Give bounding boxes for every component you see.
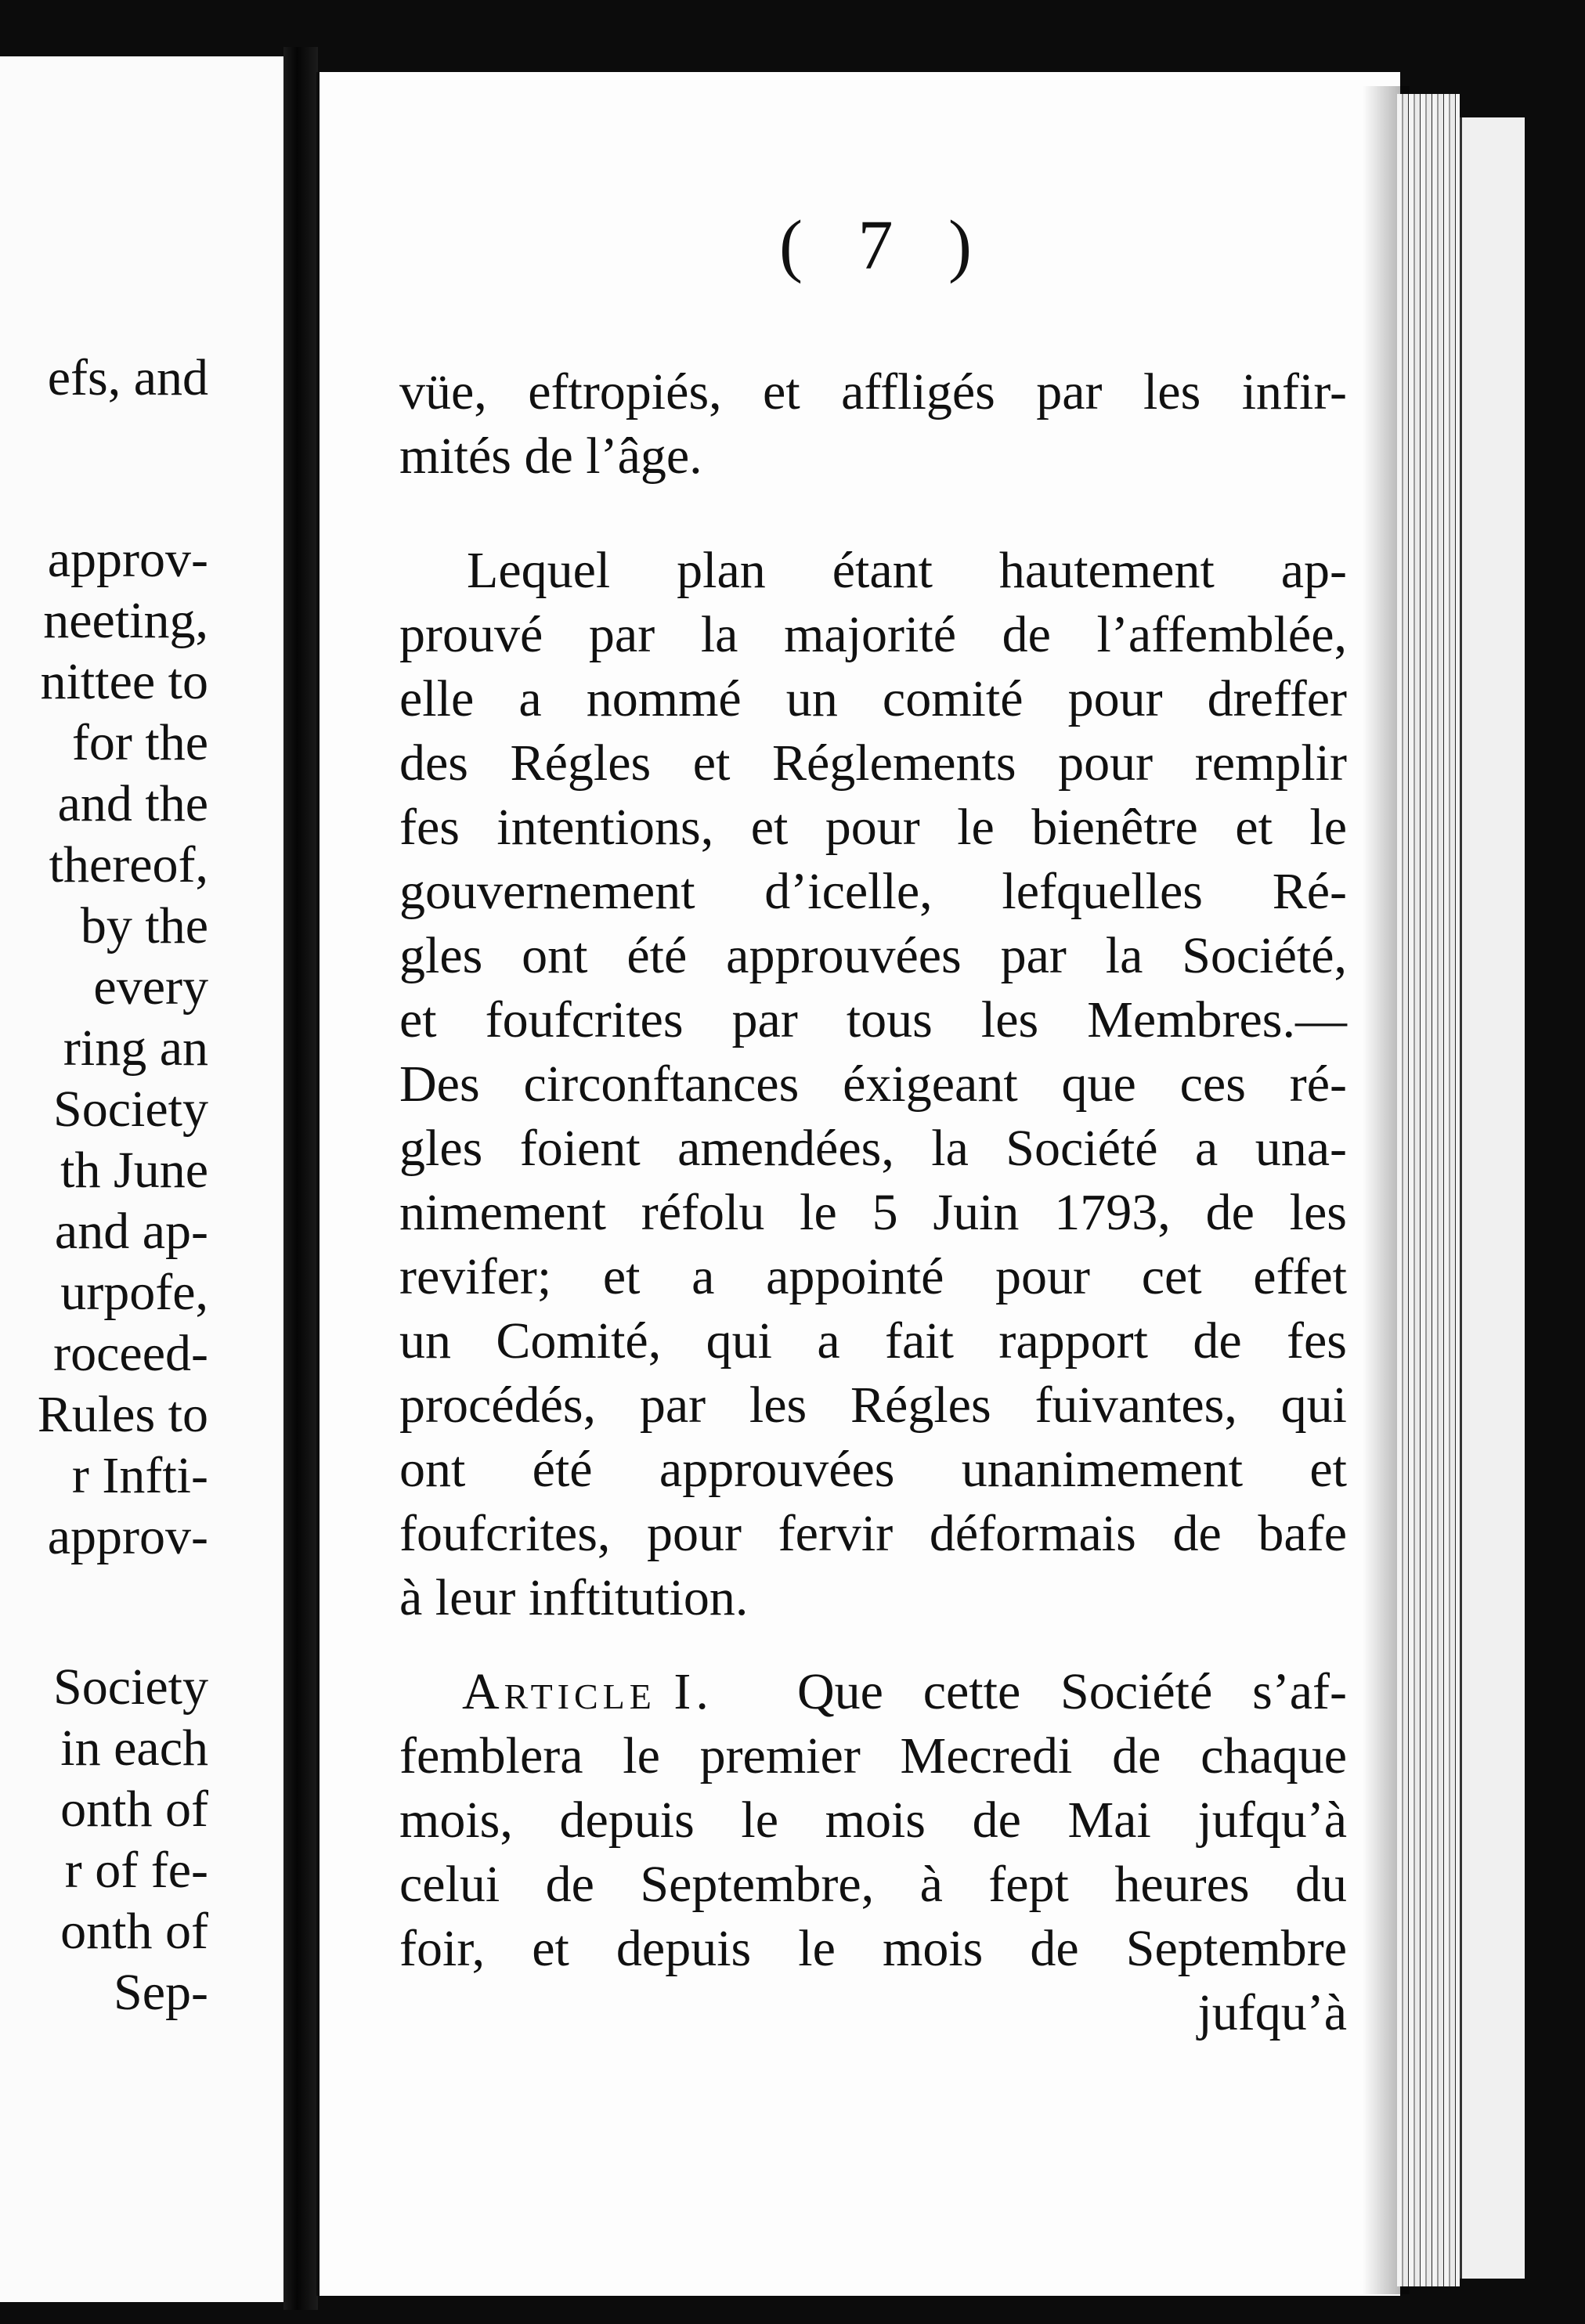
left-line: and ap- <box>54 1203 208 1260</box>
catchword: jufqu’à <box>1197 1984 1347 2041</box>
text-line: prouvé par la majorité de l’affemblée, <box>399 606 1347 663</box>
page-number: ( 7 ) <box>779 207 991 284</box>
left-line: th June <box>60 1142 208 1199</box>
left-line: and the <box>57 775 208 832</box>
text-line: un Comité, qui a fait rapport de fes <box>399 1312 1347 1370</box>
text-line: gouvernement d’icelle, lefquelles Ré- <box>399 863 1347 920</box>
left-line: roceed- <box>53 1325 208 1382</box>
text-line: Des circonftances éxigeant que ces ré- <box>399 1056 1347 1113</box>
back-cover <box>1460 117 1525 2279</box>
text-line: foir, et depuis le mois de Septembre <box>399 1920 1347 1977</box>
left-line: thereof, <box>49 836 208 893</box>
left-line: r Infti- <box>71 1447 208 1504</box>
left-line: urpofe, <box>60 1264 208 1321</box>
left-line: every <box>93 958 208 1016</box>
left-line: in each <box>60 1720 208 1777</box>
text-line: elle a nommé un comité pour dreffer <box>399 670 1347 727</box>
left-line: onth of <box>60 1903 208 1960</box>
article-heading: Article I. <box>462 1663 713 1720</box>
text-line: revifer; et a appointé pour cet effet <box>399 1248 1347 1305</box>
left-line: Society <box>53 1658 208 1716</box>
book-gutter <box>283 47 318 2310</box>
left-line: ring an <box>63 1019 208 1077</box>
left-line: efs, and <box>47 349 208 406</box>
text-line: Lequel plan étant hautement ap- <box>467 542 1347 599</box>
text-line: ont été approuvées unanimement et <box>399 1441 1347 1498</box>
text-line: Que cette Société s’af- <box>797 1663 1347 1720</box>
text-line: à leur inftitution. <box>399 1569 749 1626</box>
left-line: Sep- <box>114 1964 208 2021</box>
text-line: vüe, eftropiés, et affligés par les infir- <box>399 363 1347 420</box>
text-line: foufcrites, pour fervir déformais de bafe <box>399 1505 1347 1562</box>
left-line: neeting, <box>43 592 208 649</box>
left-line: Society <box>53 1081 208 1138</box>
text-line: celui de Septembre, à fept heures du <box>399 1856 1347 1913</box>
left-line: onth of <box>60 1781 208 1838</box>
left-line: approv- <box>47 531 208 588</box>
left-line: nittee to <box>40 653 208 710</box>
text-line: et foufcrites par tous les Membres.— <box>399 991 1347 1048</box>
text-line: nimement réfolu le 5 Juin 1793, de les <box>399 1184 1347 1241</box>
text-line: gles foient amendées, la Société a una- <box>399 1120 1347 1177</box>
left-line: approv- <box>47 1508 208 1565</box>
text-line: mois, depuis le mois de Mai jufqu’à <box>399 1792 1347 1849</box>
text-line: fes intentions, et pour le bienêtre et le <box>399 799 1347 856</box>
text-line: procédés, par les Régles fuivantes, qui <box>399 1377 1347 1434</box>
text-line: femblera le premier Mecredi de chaque <box>399 1727 1347 1784</box>
left-line: Rules to <box>37 1386 208 1443</box>
left-line: for the <box>71 714 208 771</box>
text-line: des Régles et Réglements pour remplir <box>399 734 1347 792</box>
text-line: gles ont été approuvées par la Société, <box>399 927 1347 984</box>
text-line: mités de l’âge. <box>399 428 702 485</box>
left-page <box>0 56 288 2302</box>
page-edge <box>1397 94 1460 2286</box>
left-line: by the <box>80 897 208 955</box>
left-line: r of fe- <box>64 1842 208 1899</box>
